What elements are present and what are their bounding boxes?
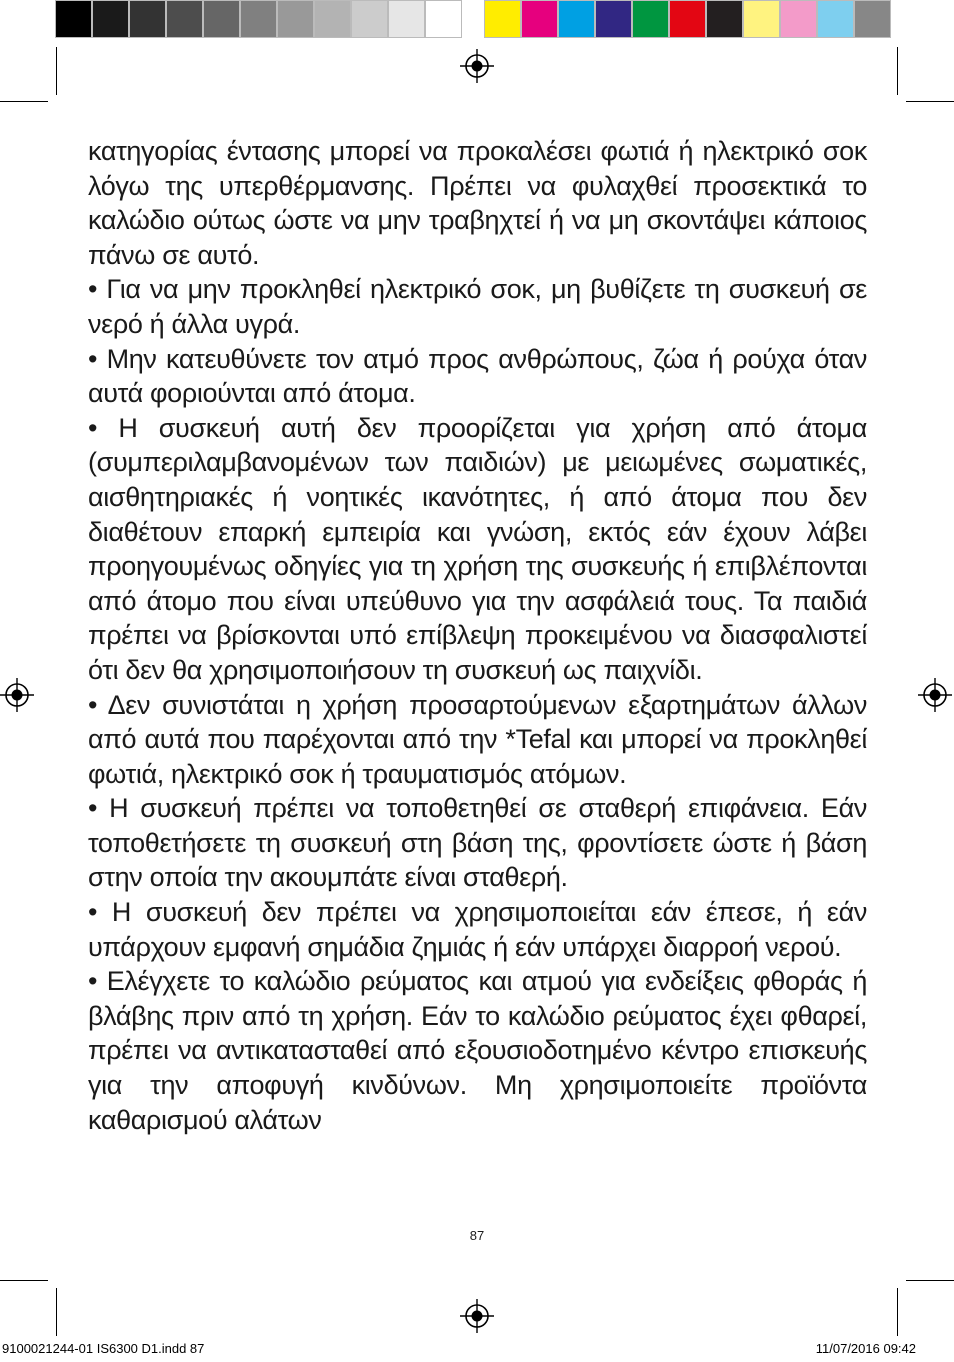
crop-mark	[56, 47, 57, 95]
color-swatch	[521, 0, 558, 38]
crop-mark	[0, 101, 48, 102]
bullet-paragraph: • Μην κατευθύνετε τον ατμό προς ανθρώπους, ζώα ή ρούχα όταν αυτά φοριούνται από άτομα.	[88, 343, 867, 409]
crop-mark	[56, 1288, 57, 1336]
bullet-paragraph: • Η συσκευή δεν πρέπει να χρησιμοποιείται εάν έπεσε, ή εάν υπάρχουν εμφανή σημάδια ζημιάς ή εάν υπάρχει διαρροή νερού.	[88, 897, 867, 962]
bullet-paragraph: • Η συσκευή αυτή δεν προορίζεται για χρήση από άτομα (συμπεριλαμβανομένων των παιδιών) με μειωμένες σωματικές, αισθητηριακές ή νοητικές ικανότητες, ή από άτομα που δεν διαθέτουν επαρκή εμπειρία και γνώση, εκτός εάν έχουν λάβει προηγουμένως οδηγίες για τη χρήση της συσκευής ή επιβλέπονται από άτομο που είναι υπεύθυνο για την ασφάλειά τους. Τα παιδιά πρέπει να βρίσκονται υπό επίβλεψη προκειμένου να διασφαλιστεί ότι δεν θα χρησιμοποιήσουν τη συσκευή ως παιχνίδι.	[88, 412, 867, 685]
color-swatch	[203, 0, 240, 38]
color-swatch	[240, 0, 277, 38]
color-swatch	[92, 0, 129, 38]
slug-date-info: 11/07/2016 09:42	[815, 1341, 916, 1356]
slug-file-info: 9100021244-01 IS6300 D1.indd 87	[2, 1341, 205, 1356]
bullet-paragraph: • Η συσκευή πρέπει να τοποθετηθεί σε σταθερή επιφάνεια. Εάν τοποθετήσετε τη συσκευή στη βάση της, φροντίσετε ώστε ή βάση στην οποία την ακουμπάτε είναι σταθερή.	[88, 793, 867, 893]
color-swatch	[595, 0, 632, 38]
registration-mark-icon	[460, 49, 494, 83]
paragraph: κατηγορίας έντασης μπορεί να προκαλέσει φωτιά ή ηλεκτρικό σοκ λόγω της υπερθέρμανσης. Πρέπει να φυλαχθεί προσεκτικά το καλώδιο ούτως ώστε να μην τραβηχτεί ή να μη σκοντάψει κάποιος πάνω σε αυτό.	[88, 136, 867, 270]
color-swatch	[817, 0, 854, 38]
color-swatch	[425, 0, 462, 38]
bullet-paragraph: • Δεν συνιστάται η χρήση προσαρτούμενων εξαρτημάτων άλλων από αυτά που παρέχονται από την *Tefal και μπορεί να προκληθεί φωτιά, ηλεκτρικό σοκ ή τραυματισμός ατόμων.	[88, 689, 867, 789]
color-swatch	[388, 0, 425, 38]
color-swatch	[854, 0, 891, 38]
page-number: 87	[469, 1228, 485, 1243]
bullet-paragraph: • Για να μην προκληθεί ηλεκτρικό σοκ, μη βυθίζετε τη συσκευή σε νερό ή άλλα υγρά.	[88, 274, 867, 339]
crop-mark	[906, 1280, 954, 1281]
crop-mark	[897, 1288, 898, 1336]
color-swatch	[129, 0, 166, 38]
crop-mark	[906, 101, 954, 102]
registration-mark-icon	[918, 678, 952, 712]
color-swatch	[314, 0, 351, 38]
color-swatch	[780, 0, 817, 38]
crop-mark	[0, 1280, 48, 1281]
color-swatch	[484, 0, 521, 38]
bullet-paragraph: • Ελέγχετε το καλώδιο ρεύματος και ατμού για ενδείξεις φθοράς ή βλάβης πριν από τη χρήση. Εάν το καλώδιο ρεύματος έχει φθαρεί, πρέπει να αντικατασταθεί από εξουσιοδοτημένο κέντρο επισκευής για την αποφυγή κινδύνων. Μη χρησιμοποιείτε προϊόντα καθαρισμού αλάτων	[88, 966, 867, 1135]
color-swatch	[277, 0, 314, 38]
color-swatch	[55, 0, 92, 38]
color-swatch	[632, 0, 669, 38]
color-swatch	[706, 0, 743, 38]
grayscale-color-bar	[55, 0, 462, 38]
color-swatch	[743, 0, 780, 38]
process-color-bar	[484, 0, 891, 38]
crop-mark	[897, 47, 898, 95]
color-swatch	[351, 0, 388, 38]
color-swatch	[669, 0, 706, 38]
safety-instructions-text	[88, 134, 867, 1137]
color-swatch	[558, 0, 595, 38]
color-swatch	[166, 0, 203, 38]
registration-mark-icon	[0, 678, 34, 712]
registration-mark-icon	[460, 1299, 494, 1333]
